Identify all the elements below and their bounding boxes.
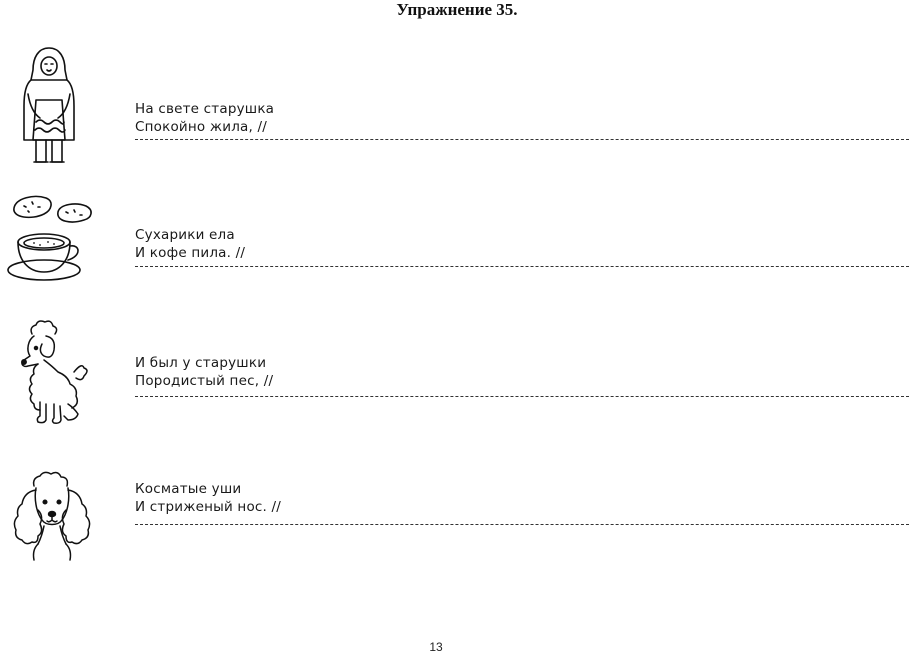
page-number: 13 <box>429 640 443 654</box>
verse-line-1: На свете старушка <box>135 101 275 117</box>
verse-text <box>135 100 274 136</box>
verse-line-1: Косматые уши <box>135 481 242 497</box>
writing-line <box>135 396 909 397</box>
rusks-and-coffee-cup-icon <box>4 190 100 290</box>
exercise-item-1 <box>0 40 914 170</box>
verse-text <box>135 226 245 262</box>
old-woman-icon <box>18 44 80 170</box>
exercise-item-2 <box>0 170 914 300</box>
verse-line-2: Породистый пес, // <box>135 373 274 389</box>
verse-line-1: Сухарики ела <box>135 227 235 243</box>
exercise-item-3 <box>0 310 914 440</box>
writing-line <box>135 524 909 525</box>
verse-line-1: И был у старушки <box>135 355 267 371</box>
page-title: Упражнение 35. <box>396 0 518 19</box>
writing-line <box>135 139 909 140</box>
poodle-head-icon <box>8 472 96 564</box>
verse-line-2: Спокойно жила, // <box>135 119 267 135</box>
verse-text <box>135 480 281 516</box>
verse-line-2: И стриженый нос. // <box>135 499 282 515</box>
verse-line-2: И кофе пила. // <box>135 245 246 261</box>
writing-line <box>135 266 909 267</box>
verse-text <box>135 354 273 390</box>
poodle-sitting-icon <box>14 320 88 426</box>
exercise-item-4 <box>0 450 914 580</box>
